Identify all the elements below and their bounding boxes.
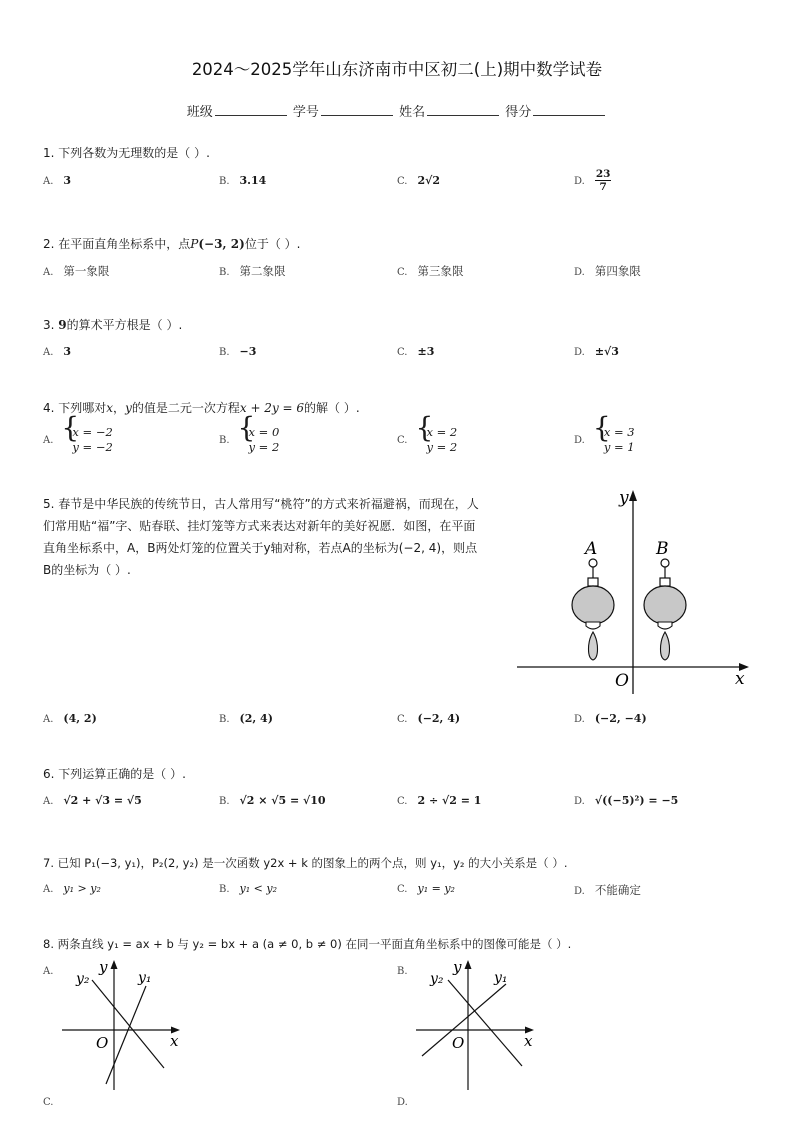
q3-option-b-text: −3 — [239, 345, 257, 358]
q5-label-o: O — [615, 671, 629, 691]
q4-option-d[interactable] — [574, 425, 635, 455]
q7-option-a-letter: A. — [43, 884, 54, 895]
q8-option-d-letter: D. — [397, 1097, 408, 1108]
q4-option-d-line1: x = 3 — [603, 425, 635, 439]
q4-var-y: y — [125, 401, 132, 415]
q6-option-a-text: √2 + √3 = √5 — [63, 794, 142, 807]
q1-option-d[interactable] — [574, 168, 611, 193]
q1-option-d-letter: D. — [574, 175, 585, 187]
q6-option-a-letter: A. — [43, 796, 54, 807]
q5-label-y: y — [619, 488, 629, 508]
q1-option-c-letter: C. — [397, 176, 408, 187]
q7-option-a[interactable] — [43, 882, 101, 895]
q2-point-name: P — [190, 237, 199, 251]
q8a-label-x: x — [170, 1032, 179, 1050]
q7-option-d-letter: D. — [574, 886, 585, 897]
q4-option-b[interactable] — [219, 425, 279, 455]
q1-option-b-letter: B. — [219, 176, 230, 187]
q8a-y-arrow — [111, 960, 118, 969]
q4-stem-comma: ， — [113, 401, 126, 415]
q2-option-d[interactable] — [574, 263, 641, 279]
q1-stem: 1. 下列各数为无理数的是（ ）. — [43, 146, 210, 160]
q3-option-c[interactable] — [397, 345, 434, 358]
q3-stem-tail: 的算术平方根是（ ）. — [66, 318, 183, 332]
q6-option-a[interactable] — [43, 794, 142, 807]
q8-option-b-graph[interactable] — [412, 956, 542, 1092]
q6-option-d-text: √((−5)²) = −5 — [594, 794, 679, 807]
q7-option-b-text: y₁ < y₂ — [239, 882, 277, 895]
q3-number: 9 — [58, 318, 67, 332]
q5-label-b: B — [656, 539, 669, 559]
q5-option-c-letter: C. — [397, 714, 408, 725]
q4-stem-prefix: 4. 下列哪对 — [43, 401, 107, 415]
q2-option-c-text: 第三象限 — [417, 264, 464, 278]
q2-option-b[interactable] — [219, 263, 286, 279]
q4-option-c-line2: y = 2 — [426, 440, 458, 454]
q4-option-c-system — [417, 425, 457, 455]
q6-option-b[interactable] — [219, 794, 326, 807]
q1-fraction-denominator: 7 — [599, 181, 607, 193]
class-label: 班级 — [186, 105, 213, 120]
q8b-label-x: x — [524, 1032, 533, 1050]
q8-option-d[interactable] — [397, 1095, 418, 1108]
q6-option-b-letter: B. — [219, 796, 230, 807]
q6-option-b-text: √2 × √5 = √10 — [239, 794, 326, 807]
q7-option-c[interactable] — [397, 882, 455, 895]
exam-title: 2024～2025学年山东济南市中区初二(上)期中数学试卷 — [191, 60, 603, 79]
q4-option-d-line2: y = 1 — [603, 440, 635, 454]
student-id-label: 学号 — [292, 105, 319, 120]
q2-option-d-letter: D. — [574, 267, 585, 278]
q3-option-b[interactable] — [219, 345, 256, 358]
q1-option-b-text: 3.14 — [239, 174, 267, 187]
q5-label-a: A — [585, 539, 598, 559]
q8a-label-y: y — [99, 958, 108, 976]
q7-option-b[interactable] — [219, 882, 277, 895]
score-blank — [533, 103, 605, 116]
q1-option-a-text: 3 — [63, 174, 72, 187]
q4-option-c[interactable] — [397, 425, 457, 455]
q4-option-c-letter: C. — [397, 435, 408, 446]
q2-stem-tail: 位于（ ）. — [244, 237, 301, 251]
q3-option-b-letter: B. — [219, 347, 230, 358]
q6-option-d-letter: D. — [574, 796, 585, 807]
q4-option-a[interactable] — [43, 425, 113, 455]
q5-option-b[interactable] — [219, 712, 273, 725]
q2-option-b-text: 第二象限 — [239, 264, 286, 278]
q4-option-a-letter: A. — [43, 435, 54, 446]
q8-option-c[interactable] — [43, 1095, 63, 1108]
q8a-label-y2: y₂ — [76, 971, 90, 987]
student-info-line — [0, 101, 794, 120]
q2-stem-text: 2. 在平面直角坐标系中，点 — [43, 237, 191, 251]
q2-option-b-letter: B. — [219, 267, 230, 278]
q5-option-c[interactable] — [397, 712, 460, 725]
q8a-label-o: O — [96, 1034, 109, 1052]
q4-option-a-system — [63, 425, 112, 455]
q5-stem-line-3: 直角坐标系中，A，B两处灯笼的位置关于y轴对称，若点A的坐标为(−2, 4)，则点 — [43, 541, 478, 555]
q5-stem — [43, 493, 505, 581]
q6-option-c-text: 2 ÷ √2 = 1 — [417, 794, 482, 807]
q2-option-c[interactable] — [397, 263, 463, 279]
q4-option-b-letter: B. — [219, 435, 230, 446]
q4-equation: x + 2y = 6 — [239, 401, 305, 415]
q6-option-c-letter: C. — [397, 796, 408, 807]
q5-option-d-text: (−2, −4) — [594, 712, 647, 725]
q3-option-c-letter: C. — [397, 347, 408, 358]
q4-var-x: x — [106, 401, 114, 415]
q8b-label-o: O — [452, 1034, 465, 1052]
q5-label-x: x — [735, 669, 745, 689]
name-blank — [427, 103, 499, 116]
q2-option-a-text: 第一象限 — [63, 264, 110, 278]
q8-option-b-letter: B. — [397, 966, 408, 977]
q5-lantern-b — [644, 559, 686, 660]
q6-stem: 6. 下列运算正确的是（ ）. — [43, 767, 186, 781]
q4-stem-mid: 的值是二元一次方程 — [131, 401, 240, 415]
q8a-line-y1 — [106, 986, 146, 1084]
q4-option-a-line1: x = −2 — [72, 425, 113, 439]
q8-option-a-graph[interactable] — [58, 956, 188, 1092]
q5-option-d-letter: D. — [574, 714, 585, 725]
q5-option-a-text: (4, 2) — [63, 712, 97, 725]
q8b-y-arrow — [465, 960, 472, 969]
q4-option-a-line2: y = −2 — [72, 440, 113, 454]
q4-option-b-line1: x = 0 — [248, 425, 280, 439]
q1-option-b[interactable] — [219, 174, 266, 187]
q2-point-coords: (−3, 2) — [198, 237, 245, 251]
q4-stem-tail: 的解（ ）. — [304, 401, 360, 415]
q1-option-a[interactable] — [43, 174, 71, 187]
q5-option-a-letter: A. — [43, 714, 54, 725]
q8-stem: 8. 两条直线 y₁ = ax + b 与 y₂ = bx + a (a ≠ 0, b ≠ 0) 在同一平面直角坐标系中的图像可能是（ ）. — [43, 937, 572, 951]
student-id-blank — [321, 103, 393, 116]
class-blank — [215, 103, 287, 116]
q4-option-d-letter: D. — [574, 435, 585, 446]
q5-option-b-text: (2, 4) — [239, 712, 273, 725]
q8b-label-y: y — [453, 958, 462, 976]
q2-option-d-text: 第四象限 — [594, 264, 641, 278]
q8-option-a-letter: A. — [43, 966, 54, 977]
q8a-line-y2 — [92, 980, 164, 1068]
q4-option-d-system — [595, 425, 635, 455]
q1-option-c[interactable] — [397, 174, 440, 187]
q8b-line-y2 — [448, 980, 522, 1066]
q1-option-a-letter: A. — [43, 176, 54, 187]
score-label: 得分 — [505, 105, 532, 120]
q2-stem — [43, 231, 300, 257]
name-label: 姓名 — [399, 105, 426, 120]
q3-option-a[interactable] — [43, 345, 71, 358]
q5-option-d[interactable] — [574, 712, 647, 725]
q3-option-d[interactable] — [574, 345, 619, 358]
q7-option-a-text: y₁ > y₂ — [63, 882, 101, 895]
q3-option-d-letter: D. — [574, 347, 585, 358]
q3-option-c-text: ±3 — [417, 345, 435, 358]
q8-option-c-letter: C. — [43, 1097, 54, 1108]
q7-option-d-text: 不能确定 — [594, 883, 641, 897]
q1-fraction-numerator: 23 — [595, 168, 611, 180]
q7-option-b-letter: B. — [219, 884, 230, 895]
q4-option-c-line1: x = 2 — [426, 425, 458, 439]
q8a-label-y1: y₁ — [138, 970, 152, 986]
q5-stem-line-1: 5. 春节是中华民族的传统节日，古人常用写“桃符”的方式来祈福避祸，而现在，人 — [43, 497, 479, 511]
q5-stem-line-2: 们常用贴“福”字、贴春联、挂灯笼等方式来表达对新年的美好祝愿．如图，在平面 — [43, 519, 476, 533]
q5-option-c-text: (−2, 4) — [417, 712, 461, 725]
q1-option-d-fraction — [595, 168, 612, 193]
q3-option-a-text: 3 — [63, 345, 72, 358]
q8b-label-y2: y₂ — [430, 971, 444, 987]
q7-option-c-text: y₁ = y₂ — [417, 882, 455, 895]
q2-option-a[interactable] — [43, 263, 109, 279]
q5-stem-line-4: B的坐标为（ ）. — [43, 563, 131, 577]
q5-option-a[interactable] — [43, 712, 97, 725]
q1-option-c-text: 2√2 — [417, 174, 441, 187]
q5-lantern-figure — [515, 486, 755, 696]
q4-stem — [43, 395, 360, 421]
q6-option-c[interactable] — [397, 794, 481, 807]
q7-option-c-letter: C. — [397, 884, 408, 895]
q2-option-c-letter: C. — [397, 267, 408, 278]
q6-option-d[interactable] — [574, 794, 678, 807]
q3-option-d-text: ±√3 — [594, 345, 619, 358]
q7-stem: 7. 已知 P₁(−3, y₁)，P₂(2, y₂) 是一次函数 y2x + k 的图象上的两个点，则 y₁，y₂ 的大小关系是（ ）. — [43, 856, 568, 870]
q5-lantern-a — [572, 559, 614, 660]
q8b-label-y1: y₁ — [494, 970, 508, 986]
q5-y-axis-arrow — [629, 490, 637, 501]
q3-stem-prefix: 3. — [43, 318, 59, 332]
q4-option-b-system — [240, 425, 280, 455]
q3-option-a-letter: A. — [43, 347, 54, 358]
q2-option-a-letter: A. — [43, 267, 54, 278]
q3-stem — [43, 312, 182, 338]
q5-option-b-letter: B. — [219, 714, 230, 725]
q7-option-d[interactable] — [574, 882, 641, 898]
q4-option-b-line2: y = 2 — [248, 440, 280, 454]
